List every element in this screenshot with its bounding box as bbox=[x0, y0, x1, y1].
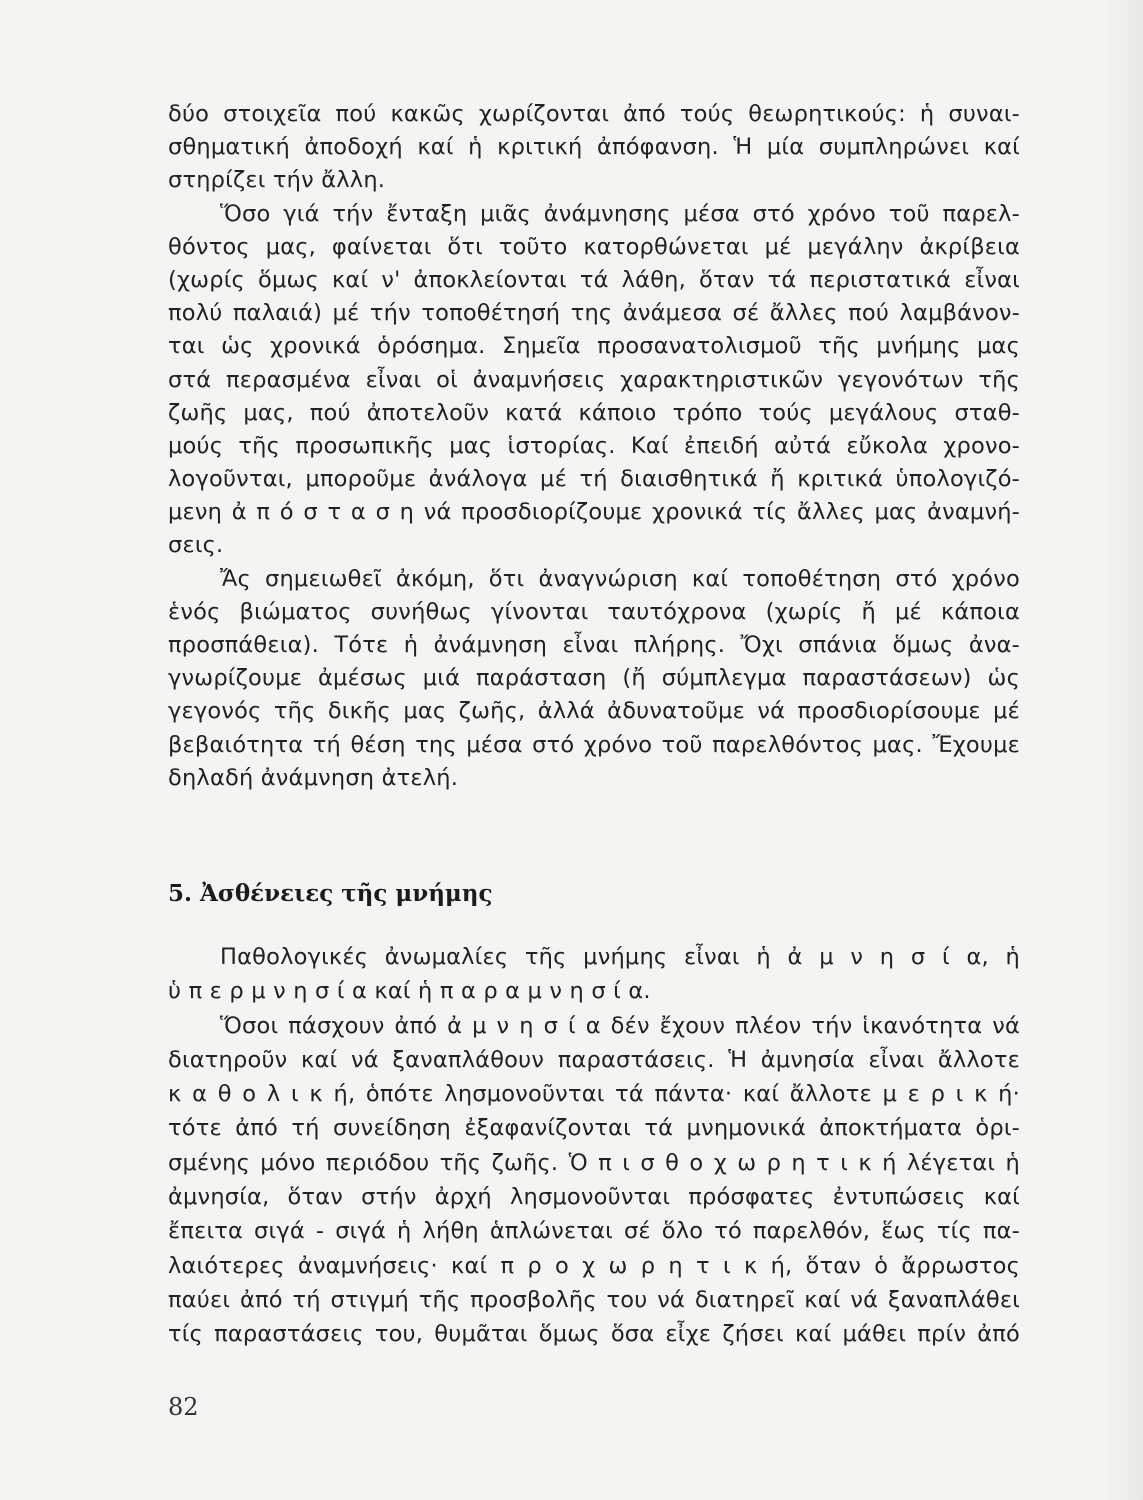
text-line: μούς τῆς προσωπικῆς μας ἱστορίας. Καί ἐπειδή αὐτά εὔκολα χρονο- bbox=[168, 432, 1020, 459]
text-line: σμένης μόνο περιόδου τῆς ζωῆς. Ὁ π ι σ θ ο χ ω ρ η τ ι κ ή λέγεται ἡ bbox=[168, 1149, 1020, 1176]
text-line: ἀμνησία, ὅταν στήν ἀρχή λησμονοῦνται πρόσφατες ἐντυπώσεις καί bbox=[168, 1184, 1020, 1211]
text-line: ἑνός βιώματος συνήθως γίνονται ταυτόχρονα (χωρίς ἤ μέ κάποια bbox=[168, 598, 1020, 625]
text-line: στηρίζει τήν ἄλλη. bbox=[168, 167, 386, 194]
text-line: Παθολογικές ἀνωμαλίες τῆς μνήμης εἶναι ἡ ἀ μ ν η σ ί α, ἡ bbox=[220, 944, 1020, 970]
page-edge-shadow bbox=[1103, 0, 1143, 1500]
text-line: λαιότερες ἀναμνήσεις· καί π ρ ο χ ω ρ η τ ι κ ή, ὅταν ὁ ἄρρωστος bbox=[168, 1252, 1020, 1279]
text-line: βεβαιότητα τή θέση της μέσα στό χρόνο τοῦ παρελθόντος μας. Ἔχουμε bbox=[168, 731, 1020, 758]
text-line: ται ὡς χρονικά ὁρόσημα. Σημεῖα προσανατολισμοῦ τῆς μνήμης μας bbox=[168, 333, 1020, 360]
text-line: μενη ἀ π ό σ τ α σ η νά προσδιορίζουμε χρονικά τίς ἄλλες μας ἀναμνή- bbox=[168, 499, 1020, 526]
page-number: 82 bbox=[168, 1393, 199, 1421]
section-heading: 5. Ἀσθένειες τῆς μνήμης bbox=[168, 880, 493, 907]
text-line: Ὅσοι πάσχουν ἀπό ἀ μ ν η σ ί α δέν ἔχουν πλέον τήν ἱκανότητα νά bbox=[220, 1012, 1020, 1039]
text-line: ζωῆς μας, πού ἀποτελοῦν κατά κάποιο τρόπο τούς μεγάλους σταθ- bbox=[168, 399, 1020, 426]
text-line: Ἄς σημειωθεῖ ἀκόμη, ὅτι ἀναγνώριση καί τοποθέτηση στό χρόνο bbox=[220, 565, 1020, 592]
text-line: (χωρίς ὅμως καί ν' ἀποκλείονται τά λάθη, ὅταν τά περιστατικά εἶναι bbox=[168, 266, 1020, 293]
text-line: πολύ παλαιά) μέ τήν τοποθέτησή της ἀνάμεσα σέ ἄλλες πού λαμβάνον- bbox=[168, 300, 1020, 327]
text-line: κ α θ ο λ ι κ ή, ὁπότε λησμονοῦνται τά πάντα· καί ἄλλοτε μ ε ρ ι κ ή· bbox=[168, 1081, 1020, 1108]
upper-text-block bbox=[168, 98, 1020, 795]
text-line: στά περασμένα εἶναι οἱ ἀναμνήσεις χαρακτηριστικῶν γεγονότων τῆς bbox=[168, 366, 1020, 393]
text-line: γνωρίζουμε ἀμέσως μιά παράσταση (ἤ σύμπλεγμα παραστάσεων) ὡς bbox=[168, 665, 1020, 692]
text-line: δηλαδή ἀνάμνηση ἀτελή. bbox=[168, 764, 459, 791]
text-line: δύο στοιχεῖα πού κακῶς χωρίζονται ἀπό τούς θεωρητικούς: ἡ συναι- bbox=[168, 101, 1020, 127]
text-line: θόντος μας, φαίνεται ὅτι τοῦτο κατορθώνεται μέ μεγάλην ἀκρίβεια bbox=[168, 233, 1020, 260]
text-line: ὑ π ε ρ μ ν η σ ί α καί ἡ π α ρ α μ ν η σ ί α. bbox=[168, 978, 651, 1005]
text-line: γεγονός τῆς δικῆς μας ζωῆς, ἀλλά ἀδυνατοῦμε νά προσδιορίσουμε μέ bbox=[168, 698, 1020, 725]
text-line: σεις. bbox=[168, 532, 224, 559]
text-line: διατηροῦν καί νά ξαναπλάθουν παραστάσεις. Ἡ ἀμνησία εἶναι ἄλλοτε bbox=[168, 1046, 1020, 1073]
text-line: προσπάθεια). Τότε ἡ ἀνάμνηση εἶναι πλήρης. Ὄχι σπάνια ὅμως ἀνα- bbox=[168, 632, 1020, 658]
text-line: ἔπειτα σιγά - σιγά ἡ λήθη ἁπλώνεται σέ ὅλο τό παρελθόν, ἕως τίς πα- bbox=[168, 1218, 1020, 1245]
text-line: τότε ἀπό τή συνείδηση ἐξαφανίζονται τά μνημονικά ἀποκτήματα ὁρι- bbox=[168, 1115, 1020, 1142]
text-line: Ὅσο γιά τήν ἔνταξη μιᾶς ἀνάμνησης μέσα στό χρόνο τοῦ παρελ- bbox=[220, 200, 1020, 227]
text-line: λογοῦνται, μποροῦμε ἀνάλογα μέ τή διαισθητικά ἤ κριτικά ὑπολογιζό- bbox=[168, 466, 1020, 493]
text-line: παύει ἀπό τή στιγμή τῆς προσβολῆς του νά διατηρεῖ καί νά ξαναπλάθει bbox=[168, 1286, 1020, 1313]
text-line: σθηματική ἀποδοχή καί ἡ κριτική ἀπόφανση. Ἡ μία συμπληρώνει καί bbox=[168, 134, 1020, 161]
lower-text-block bbox=[168, 940, 1020, 1352]
text-line: τίς παραστάσεις του, θυμᾶται ὅμως ὅσα εἶχε ζήσει καί μάθει πρίν ἀπό bbox=[168, 1321, 1020, 1348]
